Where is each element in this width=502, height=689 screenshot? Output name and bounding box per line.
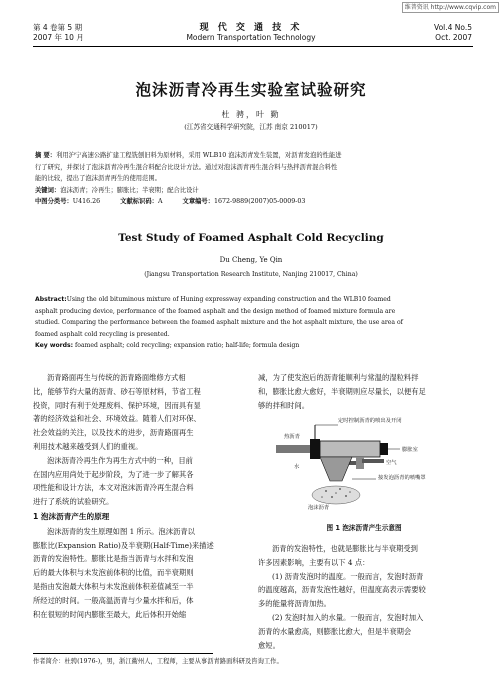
section-heading: 1 泡沫沥青产生的原理 [33, 511, 110, 521]
english-affiliation: (Jiangsu Transportation Research Institute, Nanjing 210017, China) [144, 271, 358, 278]
text-line: 积在很短的时间内膨胀至最大，此后体积开始缩 [33, 609, 187, 619]
journal-name [0, 23, 502, 43]
principle-paragraph [33, 525, 241, 622]
label-expansion-chamber: 膨胀室 [402, 447, 418, 453]
authors: 杜 骋，叶 勤 [221, 110, 281, 119]
text-line: (1) 沥青发泡时的温度。一般而言，发泡时沥青 [272, 571, 424, 581]
hot-asphalt-pipe [276, 445, 310, 453]
text-line: 利用技术越来越受到人们的重视。 [33, 441, 143, 451]
affiliation: (江苏省交通科学研究院，江苏 南京 210017) [184, 123, 318, 131]
abstract-cn-label: 摘 要： [35, 152, 57, 159]
label-air: 空气 [386, 460, 397, 466]
article-number-label: 文章编号： [182, 198, 215, 205]
text-line: 减，为了使发泡后的沥青能顺利与常温的湿粒料拌 [258, 373, 419, 382]
volume-issue-en: Vol.4 No.5 [434, 23, 472, 32]
abstract-cn [35, 150, 475, 208]
text-line: 投资，同时有利于处理废料、保护环境，因而具有显 [33, 400, 201, 410]
text-line: 著的经济效益和社会、环境效益。随着人们对环保、 [33, 414, 201, 424]
keywords-en-label: Key words: [35, 342, 74, 349]
article-number-value: 1672-9889(2007)05-0009-03 [214, 198, 306, 205]
text-line: 的温度越高，沥青发泡性越好，但温度高表示需要较 [258, 585, 426, 595]
keywords-en: foamed asphalt; cold recycling; expansion ratio; half-life; formula design [75, 342, 300, 349]
label-nozzle: 接发泡沥青的喷嘴罩 [378, 475, 426, 481]
text-line: 比，能够节约大量的沥青、砂石等原材料，节省工程 [33, 386, 201, 396]
intro-paragraph [33, 371, 241, 454]
journal-name-cn: 现 代 交 通 技 术 [199, 23, 303, 33]
nozzle [320, 457, 352, 481]
right-column-bottom [258, 542, 470, 652]
label-valve: 定时控制沥青的喷出及开闭 [338, 418, 402, 424]
text-line: 项性能和设计方法，本文对泡沫沥青冷再生混合料 [33, 483, 194, 493]
issue-date-en: Oct. 2007 [435, 33, 472, 42]
foam-spray [312, 486, 360, 504]
text-line: 泡沫沥青冷再生作为再生方式中的一种，目前 [47, 455, 193, 465]
text-line: 沥青的水量愈高，则膨胀比愈大，但是半衰期会 [258, 626, 412, 636]
intro-paragraph-2 [33, 454, 241, 509]
issue-date: 2007 年 10 月 [33, 33, 84, 42]
abstract-cn-line1: 利用沪宁高速公路扩建工程铣刨旧料为原材料，采用 WLB10 泡沫沥青发生装置，对沥青发泡的性能进 [56, 152, 342, 159]
volume-issue: 第 4 卷第 5 期 [33, 23, 83, 32]
english-authors: Du Cheng, Ye Qin [219, 256, 283, 264]
keywords-cn-label: 关键词： [35, 186, 61, 194]
text-line: 多的能量将沥青加热。 [258, 599, 331, 609]
expansion-chamber [320, 441, 380, 457]
text-line: 在国内应用尚处于起步阶段，为了进一步了解其各 [33, 469, 194, 479]
label-hot-asphalt: 热沥青 [284, 434, 300, 440]
text-line: 沥青路面再生与传统的沥青路面维修方式相 [47, 373, 186, 382]
abstract-cn-line2: 行了研究，并探讨了泡沫沥青冷再生混合料配合比设计方法。通过对泡沫沥青再生混合料与热拌沥青混合料性 [35, 163, 338, 171]
text-line: 社会效益的关注，以及技术的进步，沥青路面再生 [33, 428, 194, 438]
figure-caption: 图 1 泡沫沥青产生示意图 [326, 524, 402, 532]
text-line: 是指由发泡最大体积与未发泡前体积差值减至一半 [33, 581, 194, 591]
abstract-en-line3: studied. Comparing the performance between the foamed asphalt mixture and the hot asphalt mixture, the use area of [35, 319, 403, 326]
text-line: 够的拌和时间。 [258, 400, 310, 410]
abstract-en-line4: foamed asphalt cold recycling is presented. [35, 330, 170, 338]
text-line: 和，膨胀比愈大愈好，半衰期则应尽量长，以便有足 [258, 386, 426, 396]
text-line: (2) 发泡时加入的水量。一般而言，发泡时加入 [272, 612, 424, 622]
abstract-cn-line3: 能的比较，提出了泡沫沥青再生的使用范围。 [35, 175, 161, 182]
doc-code-label: 文献标识码： [120, 198, 158, 205]
left-column [33, 371, 241, 621]
abstract-en [35, 294, 475, 352]
doc-code-value: A [157, 198, 163, 205]
clc-value: U416.26 [72, 198, 101, 205]
watermark: 维普资讯 http://www.cqvip.com [402, 2, 499, 13]
text-line: 沥青的发泡特性，也就是膨胀比与半衰期受到 [272, 544, 418, 553]
footnote-rule [33, 653, 213, 654]
paper-title: 泡沫沥青冷再生实验室试验研究 [135, 81, 367, 99]
text-line: 沥青的发泡特性。膨胀比是指当沥青与水拌和发泡 [33, 554, 194, 564]
author-footnote: 作者简介：杜骋(1976-)，男，浙江衢州人，工程师，主要从事沥青路面科研及咨询工作。 [33, 658, 283, 665]
text-line: 许多因素影响，主要有以下 4 点： [258, 557, 370, 567]
text-line: 膨胀比(Expansion Ratio)及半衰期(Half-Time)来描述 [33, 540, 214, 550]
journal-name-en: Modern Transportation Technology [186, 33, 316, 42]
label-water: 水 [294, 464, 300, 470]
text-line: 泡沫沥青的发生原理如图 1 所示。泡沫沥青以 [47, 526, 195, 536]
header-rule [33, 46, 473, 47]
text-line: 进行了系统的试验研究。 [33, 497, 114, 507]
clc-label: 中图分类号： [35, 198, 73, 205]
abstract-en-label: Abstract: [35, 296, 67, 303]
english-title: Test Study of Foamed Asphalt Cold Recycling [118, 232, 384, 244]
label-foamed-asphalt: 泡沫沥青 [308, 505, 330, 511]
control-valve [310, 439, 320, 459]
journal-volume-en [434, 23, 472, 43]
foamed-asphalt-diagram [276, 417, 460, 523]
abstract-en-line2: asphalt producing device, performance of the foamed asphalt and the design method of foamed mixture formula are [35, 307, 396, 315]
text-line: 愈短。 [258, 640, 280, 650]
abstract-en-line1: Using the old bituminous mixture of Huning expressway expanding construction and the WLB10 foamed [66, 296, 391, 303]
text-line: 所经过的时间。一般高温沥青与少量水拌和后，体 [33, 595, 194, 605]
keywords-cn: 泡沫沥青；冷再生；膨胀比；半衰期；配合比设计 [60, 186, 199, 194]
text-line: 后的最大体积与未发泡前体积的比值，而半衰期则 [33, 568, 194, 578]
right-column-top [258, 371, 470, 412]
